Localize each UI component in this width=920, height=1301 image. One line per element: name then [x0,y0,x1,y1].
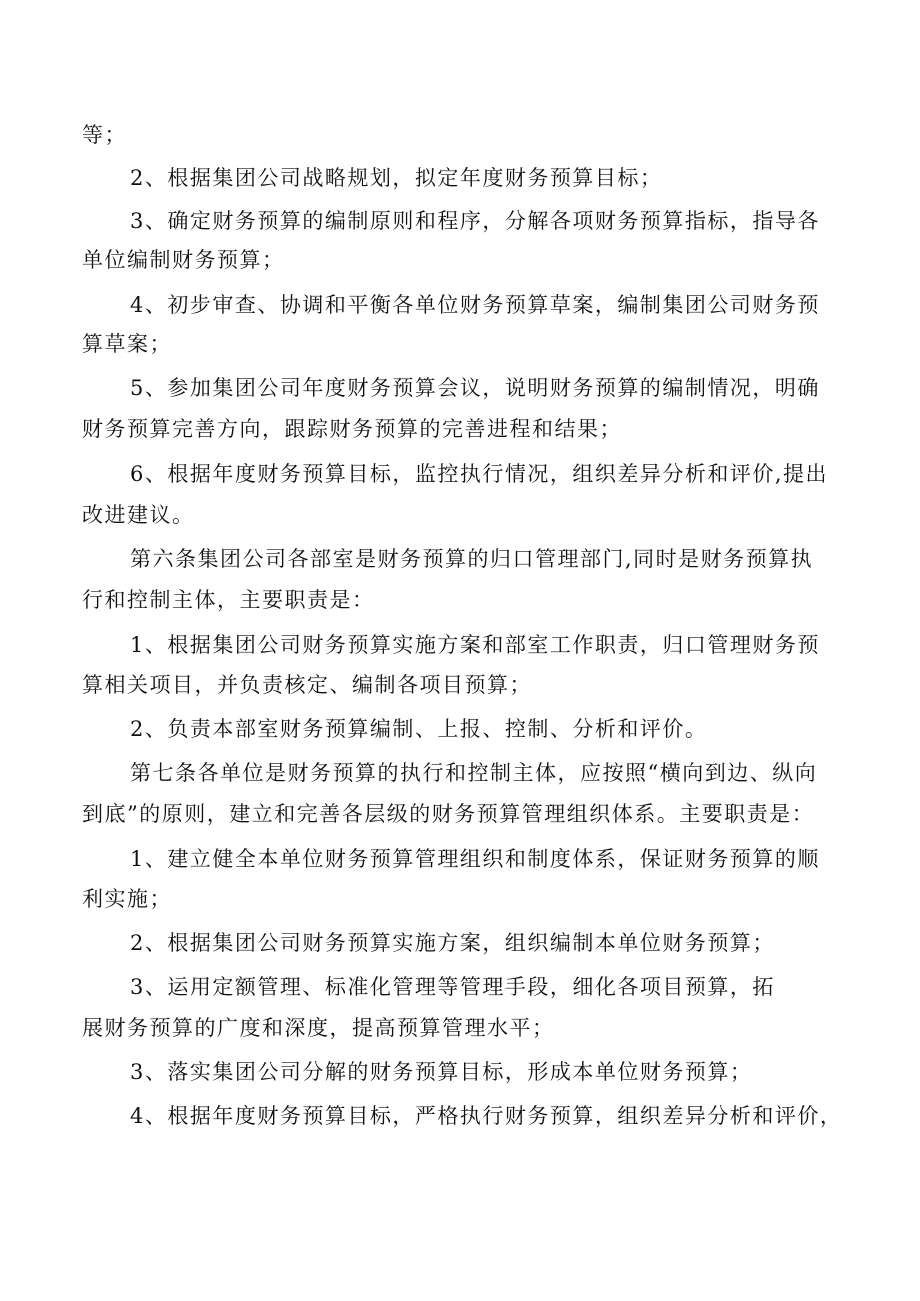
text-line-article-6-cont: 行和控制主体，主要职责是： [82,588,375,612]
text-line-a7-item-3b: 3、落实集团公司分解的财务预算目标，形成本单位财务预算； [130,1060,753,1084]
text-line-article-6: 第六条集团公司各部室是财务预算的归口管理部门,同时是财务预算执 [130,547,814,571]
text-line-a7-item-1-cont: 利实施； [82,887,172,911]
text-line-a7-item-4: 4、根据年度财务预算目标，严格执行财务预算，组织差异分析和评价， [130,1104,843,1128]
text-line-item-5-cont: 财务预算完善方向，跟踪财务预算的完善进程和结果； [82,417,622,441]
text-line-article-7-cont: 到底”的原则，建立和完善各层级的财务预算管理组织体系。主要职责是： [82,802,815,826]
text-line-a7-item-3-cont: 展财务预算的广度和深度，提高预算管理水平； [82,1016,555,1040]
text-line-item-4: 4、初步审查、协调和平衡各单位财务预算草案，编制集团公司财务预 [130,293,820,317]
text-line-item-6: 6、根据年度财务预算目标，监控执行情况，组织差异分析和评价,提出 [130,462,829,486]
text-line-article-7: 第七条各单位是财务预算的执行和控制主体，应按照“横向到边、纵向 [130,761,818,785]
text-line-a6-item-1-cont: 算相关项目，并负责核定、编制各项目预算； [82,673,532,697]
text-line-item-5: 5、参加集团公司年度财务预算会议，说明财务预算的编制情况，明确 [130,376,820,400]
text-line-item-4-cont: 算草案； [82,332,172,356]
text-line-a6-item-2: 2、负责本部室财务预算编制、上报、控制、分析和评价。 [130,717,708,741]
text-line-a7-item-3: 3、运用定额管理、标准化管理等管理手段，细化各项目预算，拓 [130,975,775,999]
text-line-item-3: 3、确定财务预算的编制原则和程序，分解各项财务预算指标，指导各 [130,209,820,233]
text-line-item-3-cont: 单位编制财务预算； [82,248,285,272]
text-line-a6-item-1: 1、根据集团公司财务预算实施方案和部室工作职责，归口管理财务预 [130,633,820,657]
text-line-continuation: 等； [82,123,127,147]
text-line-a7-item-2: 2、根据集团公司财务预算实施方案，组织编制本单位财务预算； [130,931,775,955]
text-line-item-6-cont: 改进建议。 [82,503,195,527]
text-line-item-2: 2、根据集团公司战略规划，拟定年度财务预算目标； [130,166,663,190]
text-line-a7-item-1: 1、建立健全本单位财务预算管理组织和制度体系，保证财务预算的顺 [130,847,820,871]
